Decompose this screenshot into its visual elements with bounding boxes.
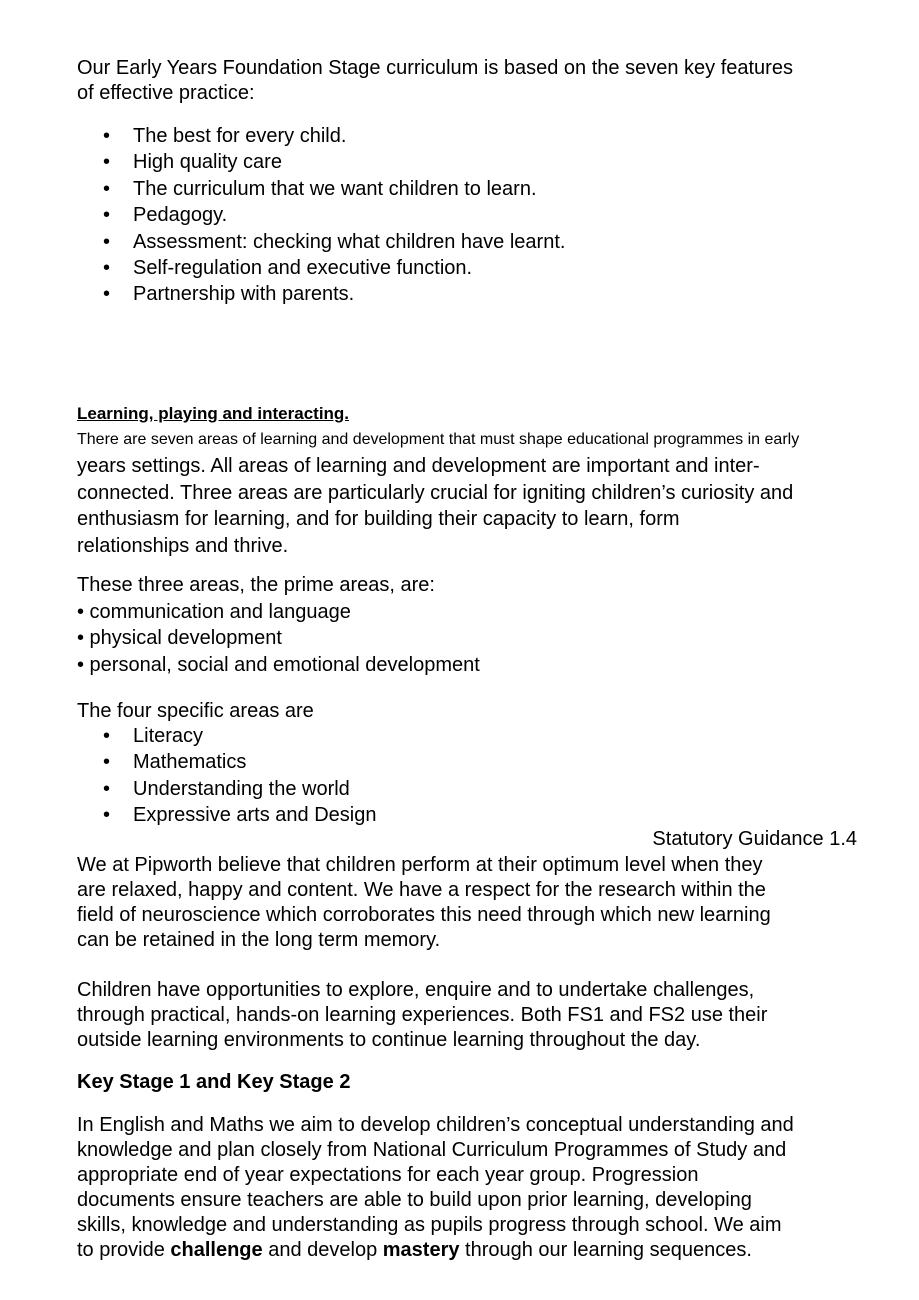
last-line: to provide challenge and develop mastery through our learning sequences. [77,1239,752,1261]
bullet-icon: • [103,725,111,747]
learning-paragraph: years settings. All areas of learning and development are important and inter- connected. Three areas are particularly crucial for igniting children’s curiosity and enthusiasm for learning, and for building their capacity to learn, form relationships and thrive. [77,455,794,557]
statutory-reference: Statutory Guidance 1.4 [652,828,857,850]
challenge-emphasis: challenge [170,1239,263,1261]
list-item: • Assessment: checking what children have learnt. [103,229,565,255]
bullet-icon: • [103,751,111,774]
list-item: • The best for every child. [103,123,565,149]
bullet-icon: • [103,230,111,253]
bullet-icon: • [103,256,111,279]
bullet-icon: • [103,283,111,306]
bullet-icon: • [103,204,111,227]
list-item: • Self-regulation and executive function. [103,255,565,281]
section-heading: Learning, playing and interacting. [77,404,350,423]
list-item: • communication and language [77,600,351,623]
intro-line: of effective practice: [77,82,255,104]
list-item: • physical development [77,627,282,649]
bullet-icon: • [103,777,111,800]
list-item: • The curriculum that we want children to learn. [103,176,565,202]
list-item: • Literacy [103,723,376,749]
key-features-list [103,123,565,308]
intro-paragraph [77,56,793,106]
opportunities-paragraph: Children have opportunities to explore, enquire and to undertake challenges, through practical, hands-on learning experiences. Both FS1 and FS2 use their outside learning environments to continue learning throughout the day. [77,979,768,1051]
small-text-line: There are seven areas of learning and development that must shape educational programmes in early [77,431,800,448]
key-stage-paragraph: In English and Maths we aim to develop children’s conceptual understanding and knowledge and plan closely from National Curriculum Programmes of Study and appropriate end of year expectations for each year group. Progression documents ensure teachers are able to build upon prior learning, developing skills, knowledge and understanding as pupils progress through school. We aim to provide challenge and develop mastery through our learning sequences. [77,1114,794,1261]
prime-areas-intro: These three areas, the prime areas, are: [77,574,435,596]
specific-areas-intro: The four specific areas are [77,700,314,722]
specific-areas-list [103,723,376,829]
list-item: • personal, social and emotional development [77,653,480,676]
list-item: • Mathematics [103,749,376,775]
list-item: • Understanding the world [103,776,376,802]
list-item: • Pedagogy. [103,202,565,228]
list-item: • High quality care [103,149,565,175]
mastery-emphasis: mastery [382,1239,460,1261]
list-item: • Partnership with parents. [103,281,565,307]
bullet-icon: • [103,151,111,174]
bullet-icon: • [103,177,111,200]
bullet-icon: • [103,804,111,827]
intro-line: Our Early Years Foundation Stage curriculum is based on the seven key features [77,57,793,79]
prime-areas [77,572,480,678]
list-item: • Expressive arts and Design [103,802,376,828]
key-stage-heading: Key Stage 1 and Key Stage 2 [77,1071,351,1093]
bullet-icon: • [103,125,111,147]
pipworth-paragraph: We at Pipworth believe that children perform at their optimum level when they are relaxed, happy and content. We have a respect for the research within the field of neuroscience which corroborates this need through which new learning can be retained in the long term memory. [77,854,771,951]
